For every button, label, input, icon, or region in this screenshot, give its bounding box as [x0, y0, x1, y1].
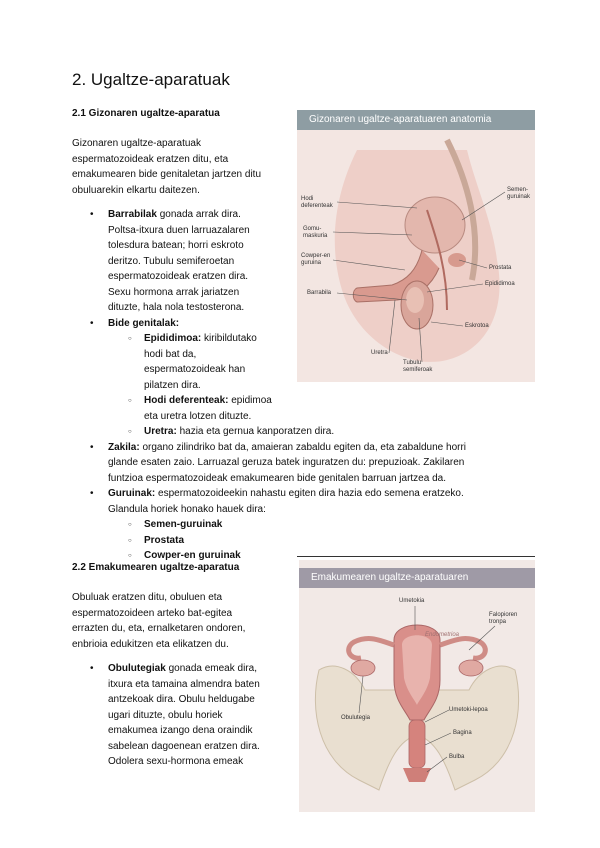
- female-intro-line: espermatozoideen arteko bat-egitea: [72, 607, 233, 619]
- term-guruinak: Guruinak:: [108, 488, 156, 499]
- male-intro-line: emakumearen bide genitaletan jartzen ditu: [72, 169, 262, 180]
- list-item-guruinak: [72, 486, 512, 517]
- label-epididimoa: Epididimoa: [485, 281, 515, 287]
- female-label-leader-lines: [299, 560, 535, 812]
- label-endometrioa: Endometrioa: [425, 632, 460, 638]
- label-umetoki-lepoa: Umetoki-lepoa: [449, 707, 488, 713]
- label-bagina: Bagina: [453, 730, 472, 736]
- obulutegiak-text: itxura eta tamaina almendra baten: [108, 678, 260, 690]
- list-item-uretra: [72, 424, 512, 440]
- zakila-text: organo zilindriko bat da, amaieran zabaldu egiten da, eta zabaldune horri: [139, 441, 467, 453]
- label-text: Gomu-: [303, 226, 322, 232]
- female-organ-list: [72, 661, 312, 770]
- female-section-heading: 2.2 Emakumearen ugaltze-aparatua: [72, 562, 240, 573]
- epididimoa-text: espermatozoideak han: [144, 364, 246, 375]
- obulutegiak-text: ugari dituzte, obulu horiek: [108, 709, 223, 721]
- term-epididimoa: Epididimoa:: [144, 333, 202, 344]
- list-item-semen-guruinak: [72, 517, 512, 533]
- barrabilak-text: Poltsa-itxura duen larruazalaren: [108, 224, 250, 236]
- label-obulutegia: Obulutegia: [341, 715, 371, 721]
- female-intro-line: enbrioia edukitzen eta elikatzen du.: [72, 638, 229, 650]
- female-intro-paragraph: [72, 590, 292, 652]
- label-barrabila: Barrabila: [307, 290, 332, 296]
- term-uretra: Uretra:: [144, 426, 177, 437]
- guruinak-text: Glandula horiek honako hauek dira:: [108, 503, 266, 515]
- term-hodi-deferenteak: Hodi deferenteak:: [144, 395, 229, 406]
- epididimoa-text: hodi bat da,: [144, 348, 197, 360]
- hodi-text: epidimoa: [228, 395, 272, 406]
- term-obulutegiak: Obulutegiak: [108, 663, 166, 674]
- female-intro-line: errazten du, eta, ernalketaren ondoren,: [72, 623, 246, 634]
- obulutegiak-text: antzekoak dira. Obulu heldugabe: [108, 694, 255, 705]
- list-item-prostata: [72, 533, 512, 549]
- female-figure-title: Emakumearen ugaltze-aparatuaren: [299, 568, 535, 588]
- label-text: guruina: [301, 260, 322, 266]
- obulutegiak-text: emakumea izango dena oraindik: [108, 725, 253, 736]
- male-anatomy-figure: [297, 110, 535, 382]
- female-intro-line: Obuluak eratzen ditu, obuluen eta: [72, 592, 223, 603]
- barrabilak-text: espermatozoideak eratzen dira.: [108, 271, 249, 282]
- barrabilak-text: tolesdura batean; horri eskroto: [108, 240, 244, 251]
- label-text: deferenteak: [301, 203, 333, 209]
- list-item-hodi-deferenteak: [72, 393, 512, 424]
- zakila-text: glande esaten zaio. Larruazal geruza batek inguratzen du: prepuzioak. Zakilaren: [108, 457, 465, 468]
- obulutegiak-text: sabelean dagoenean eratzen dira.: [108, 740, 260, 752]
- male-intro-line: Gizonaren ugaltze-aparatuak: [72, 138, 201, 149]
- male-intro-line: espermatozoideak eratzen ditu, eta: [72, 153, 229, 165]
- page-title: 2. Ugaltze-aparatuak: [72, 70, 230, 89]
- zakila-text: funtzioa espermatozoideak emakumearen bide genitalen barruan jartzea da.: [108, 472, 446, 484]
- label-text: Semen-: [507, 187, 529, 193]
- barrabilak-text: gonada arrak dira.: [156, 209, 241, 220]
- term-barrabilak: Barrabilak: [108, 209, 157, 220]
- hodi-text: eta uretra lotzen dituzte.: [144, 410, 252, 422]
- obulutegiak-text: Odolera sexu-hormona emeak: [108, 756, 244, 767]
- label-text: semiferoak: [403, 367, 433, 373]
- label-eskrotoa: Eskrotoa: [465, 323, 489, 329]
- list-item-obulutegiak: [72, 661, 312, 770]
- term-zakila: Zakila:: [108, 441, 140, 453]
- gland-name: Prostata: [144, 534, 185, 546]
- label-prostata: Prostata: [489, 265, 512, 271]
- label-text: Tubulu: [403, 360, 422, 366]
- list-item-zakila: [72, 440, 512, 487]
- label-text: Cowper-en: [301, 253, 331, 259]
- barrabilak-text: Sexu hormona arrak jariatzen: [108, 286, 240, 298]
- label-text: Hodi: [301, 196, 314, 202]
- figure-top-rule: [297, 556, 535, 557]
- male-section-heading: 2.1 Gizonaren ugaltze-aparatua: [72, 108, 220, 119]
- barrabilak-text: deritzo. Tubulu semiferoetan: [108, 255, 235, 267]
- label-text: maskuria: [303, 233, 328, 239]
- male-intro-paragraph: [72, 136, 292, 198]
- male-label-leader-lines: [297, 110, 535, 382]
- term-bide-genitalak: Bide genitalak:: [108, 317, 180, 329]
- gland-name: Cowper-en guruinak: [144, 550, 241, 561]
- label-uretra: Uretra: [371, 350, 388, 356]
- label-text: tronpa: [489, 619, 507, 625]
- label-text: guruinak: [507, 194, 531, 200]
- gland-name: Semen-guruinak: [144, 519, 223, 530]
- epididimoa-text: pilatzen dira.: [144, 379, 201, 391]
- guruinak-text: espermatozoideekin nahastu egiten dira hazia edo semena eratzeko.: [155, 488, 464, 499]
- obulutegiak-text: gonada emeak dira,: [165, 663, 257, 674]
- label-text: Falopioren: [489, 612, 518, 618]
- epididimoa-text: kiribildutako: [201, 333, 257, 344]
- label-bulba: Bulba: [449, 754, 465, 760]
- male-figure-title: Gizonaren ugaltze-aparatuaren anatomia: [297, 110, 535, 130]
- female-anatomy-figure: [299, 560, 535, 812]
- label-umetokia: Umetokia: [399, 598, 425, 604]
- male-intro-line: obuluarekin elkartu daitezen.: [72, 184, 200, 196]
- uretra-text: hazia eta gernua kanporatzen dira.: [176, 426, 335, 437]
- barrabilak-text: dituzte, hala nola testosterona.: [108, 302, 245, 313]
